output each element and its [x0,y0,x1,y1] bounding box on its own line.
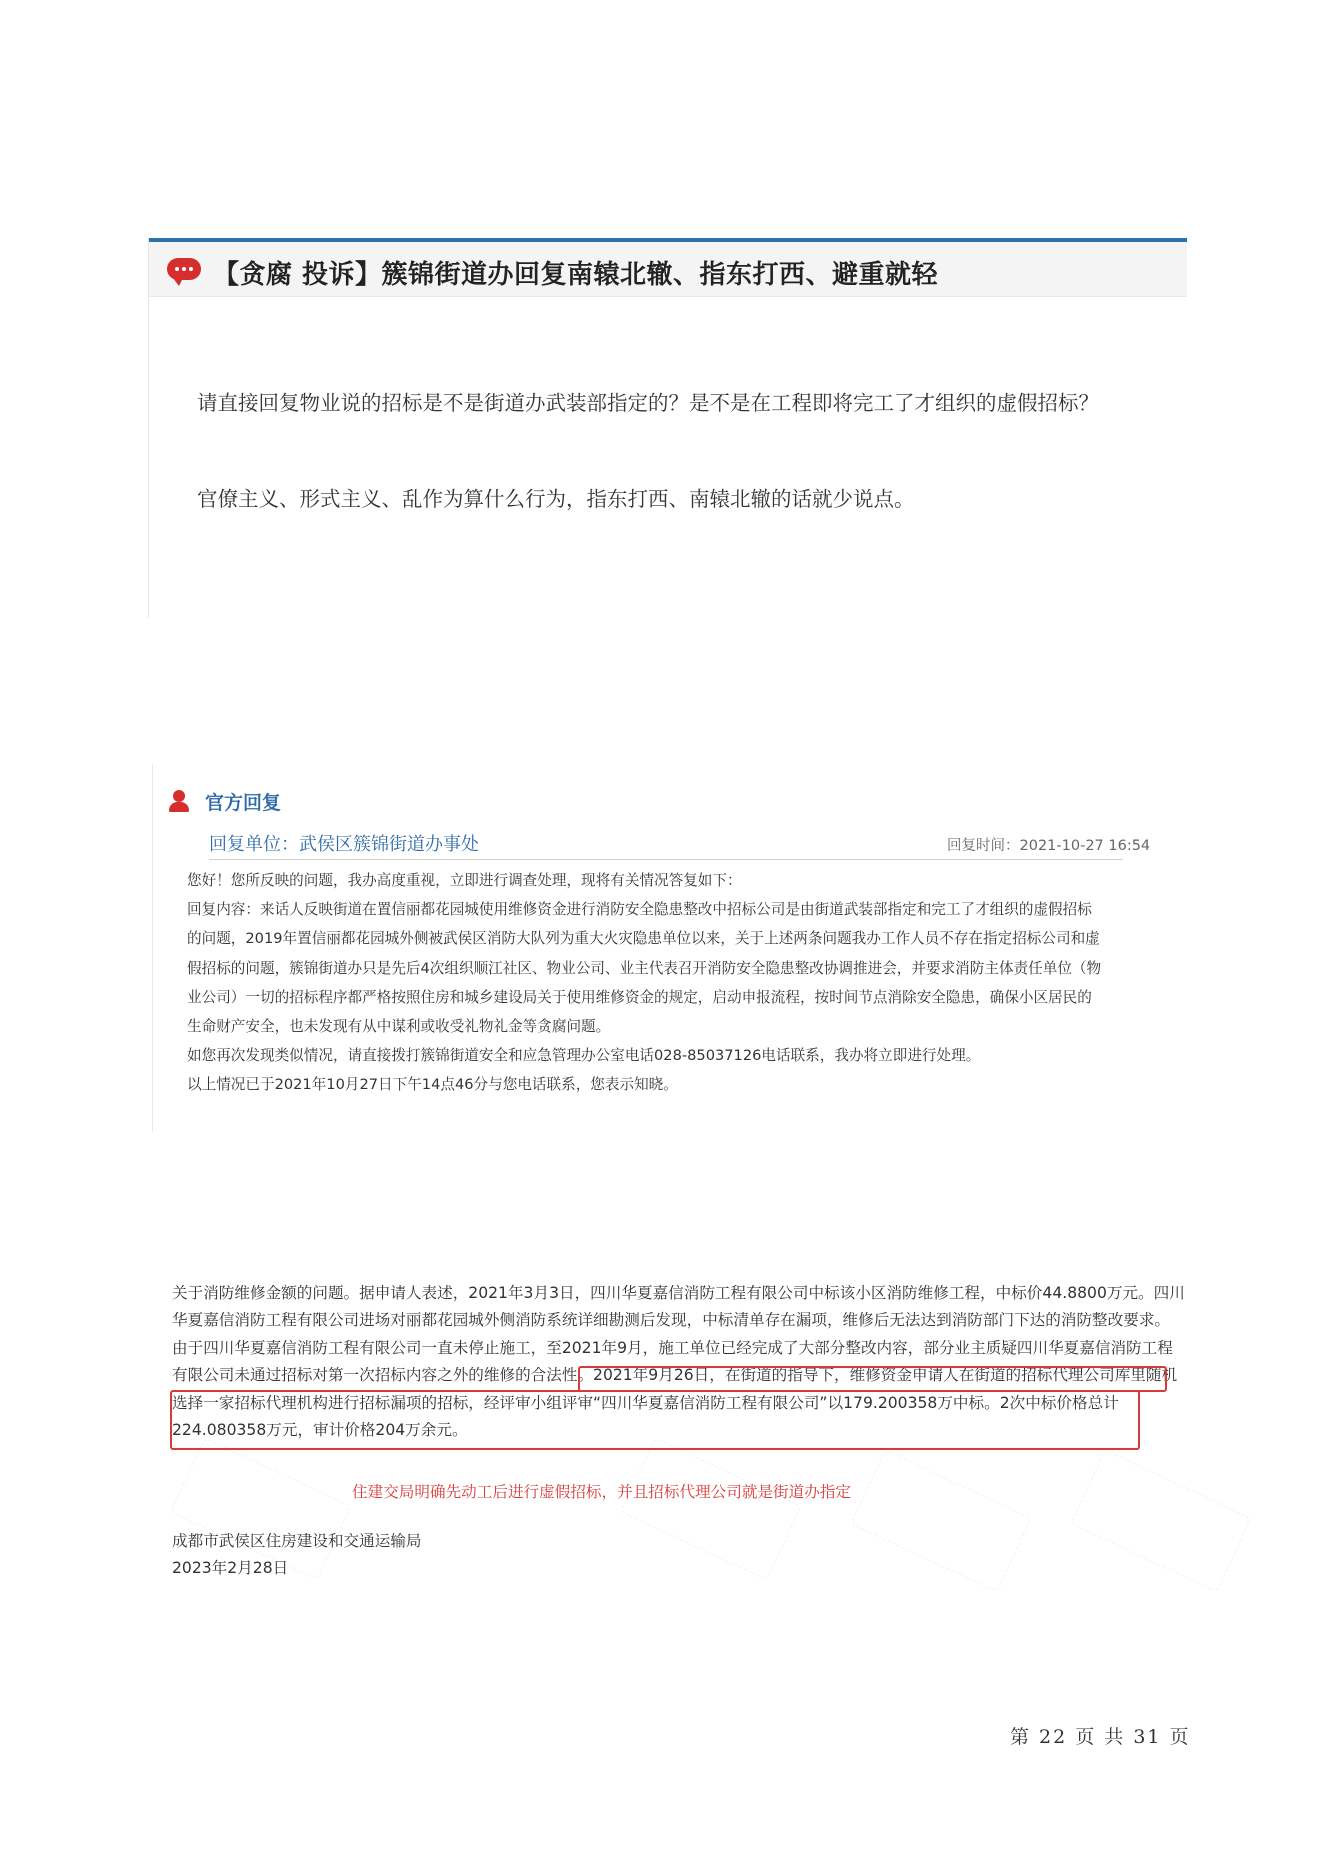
statement-line: 由于四川华夏嘉信消防工程有限公司一直未停止施工，至2021年9月，施工单位已经完成了大部分整改内容，部分业主质疑四川华夏嘉信消防工程 [172,1338,1173,1357]
signature-block [172,1528,422,1582]
complaint-header [149,242,1187,297]
reply-line: 业公司）一切的招标程序都严格按照住房和城乡建设局关于使用维修资金的规定，启动申报流程，按时间节点消除安全隐患，确保小区居民的 [187,988,1092,1006]
reply-time: 回复时间：2021-10-27 16:54 [947,838,1151,854]
complaint-body [197,386,1157,512]
reply-divider [209,859,1123,860]
highlight-box [578,1366,1167,1392]
complaint-card [148,238,1187,618]
reply-line: 回复内容：来话人反映街道在置信丽都花园城使用维修资金进行消防安全隐患整改中招标公司是由街道武装部指定和完工了才组织的虚假招标 [187,901,1092,919]
statement-line: 选择一家招标代理机构进行招标漏项的招标，经评审小组评审“四川华夏嘉信消防工程有限公司”以179.200358万中标。2次中标价格总计 [172,1393,1119,1412]
reply-heading: 官方回复 [205,792,282,814]
speech-bubble-icon [167,258,201,280]
reply-line: 您好！您所反映的问题，我办高度重视，立即进行调查处理，现将有关情况答复如下： [187,872,742,889]
reply-line: 以上情况已于2021年10月27日下午14点46分与您电话联系，您表示知晓。 [187,1076,678,1094]
signature-org: 成都市武侯区住房建设和交通运输局 [172,1532,422,1550]
watermark-stamp [850,1450,1031,1593]
reply-line: 生命财产安全，也未发现有从中谋利或收受礼物礼金等贪腐问题。 [187,1018,611,1036]
reply-line: 如您再次发现类似情况，请直接拨打簇锦街道安全和应急管理办公室电话028-85037126电话联系，我办将立即进行处理。 [187,1047,981,1065]
page-number: 第 22 页 共 31 页 [1010,1726,1191,1748]
red-annotation: 住建交局明确先动工后进行虚假招标，并且招标代理公司就是街道办指定 [352,1483,852,1501]
highlight-box [170,1390,1140,1450]
statement-line: 关于消防维修金额的问题。据申请人表述，2021年3月3日，四川华夏嘉信消防工程有限公司中标该小区消防维修工程，中标价44.8800万元。四川 [172,1284,1185,1302]
reply-line: 假招标的问题，簇锦街道办只是先后4次组织顺江社区、物业公司、业主代表召开消防安全隐患整改协调推进会，并要求消防主体责任单位（物 [187,959,1102,977]
statement-line: 有限公司未通过招标对第一次招标内容之外的维修的合法性。2021年9月26日，在街道的指导下，维修资金申请人在街道的招标代理公司库里随机 [172,1366,1178,1385]
reply-unit: 回复单位：武侯区簇锦街道办事处 [209,834,479,855]
signature-date: 2023年2月28日 [172,1559,289,1577]
person-icon [167,790,191,814]
watermark-stamp [1070,1450,1251,1593]
statement-line: 224.080358万元，审计价格204万余元。 [172,1421,468,1440]
complaint-title: 【贪腐 投诉】簇锦街道办回复南辕北辙、指东打西、避重就轻 [213,260,939,290]
watermark-stamp [620,1438,801,1581]
complaint-paragraph: 官僚主义、形式主义、乱作为算什么行为，指东打西、南辕北辙的话就少说点。 [197,487,915,511]
official-reply-panel [152,764,1173,1132]
reply-line: 的问题，2019年置信丽都花园城外侧被武侯区消防大队列为重大火灾隐患单位以来，关于上述两条问题我办工作人员不存在指定招标公司和虚 [187,930,1100,948]
reply-body [187,866,1167,1100]
complaint-paragraph: 请直接回复物业说的招标是不是街道办武装部指定的？是不是在工程即将完工了才组织的虚假招标？ [197,391,1099,415]
statement-line: 华夏嘉信消防工程有限公司进场对丽都花园城外侧消防系统详细勘测后发现，中标清单存在漏项，维修后无法达到消防部门下达的消防整改要求。 [172,1311,1171,1330]
